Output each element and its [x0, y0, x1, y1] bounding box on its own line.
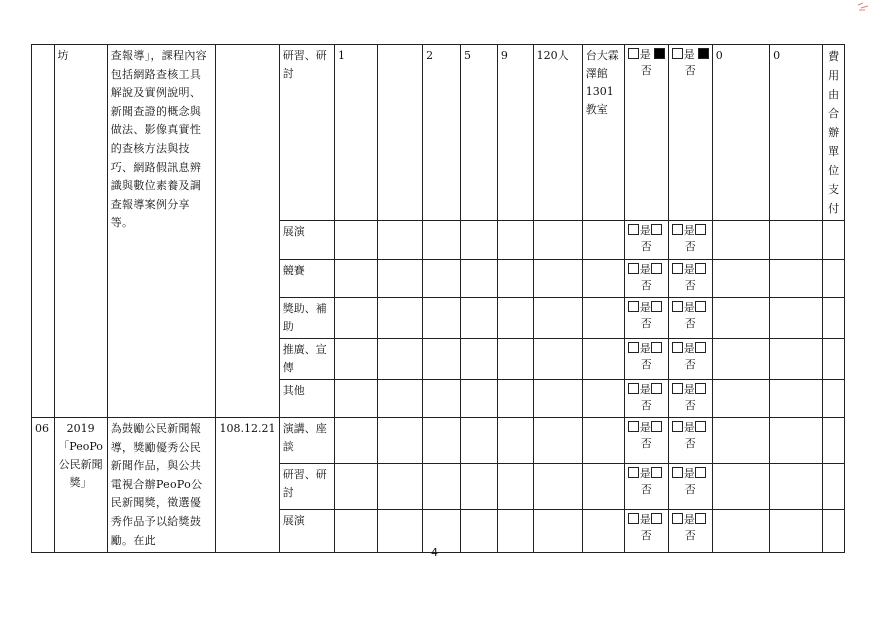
yes-label: 是: [683, 263, 695, 276]
activity-type: 獎助、補助: [279, 298, 334, 339]
checkbox-unchecked-icon: [672, 513, 683, 524]
checkbox-cell: [624, 45, 668, 221]
checkbox-unchecked-icon: [695, 263, 706, 274]
checkbox-cell: [668, 339, 712, 380]
checkbox-unchecked-icon: [695, 383, 706, 394]
count-cell: [378, 45, 423, 221]
checkbox-checked-icon: [654, 48, 665, 59]
yes-label: 是: [639, 383, 651, 396]
note-char: 位: [828, 164, 840, 177]
no-label: 否: [684, 240, 696, 253]
note-char: 辦: [828, 126, 840, 139]
activity-type: 競賽: [279, 260, 334, 298]
no-cell: [32, 45, 55, 418]
checkbox-unchecked-icon: [651, 224, 662, 235]
note-char: 合: [828, 107, 840, 120]
yes-label: 是: [639, 467, 651, 481]
checkbox-cell: [624, 464, 668, 510]
checkbox-unchecked-icon: [695, 421, 706, 432]
checkbox-unchecked-icon: [628, 513, 639, 524]
table-row: [32, 418, 845, 464]
no-cell: 06: [32, 418, 55, 553]
checkbox-unchecked-icon: [628, 467, 639, 478]
checkbox-unchecked-icon: [672, 383, 683, 394]
no-label: 否: [640, 240, 652, 253]
no-label: 否: [684, 437, 696, 450]
event-name-cell: 坊: [54, 45, 107, 418]
no-label: 否: [684, 64, 696, 77]
checkbox-cell: [668, 380, 712, 418]
note-char: 由: [828, 88, 840, 101]
checkbox-unchecked-icon: [672, 263, 683, 274]
no-label: 否: [684, 358, 696, 371]
checkbox-unchecked-icon: [628, 263, 639, 274]
yes-label: 是: [683, 301, 695, 314]
note-char: 付: [828, 202, 840, 215]
yes-label: 是: [683, 421, 695, 434]
checkbox-unchecked-icon: [628, 301, 639, 312]
checkbox-unchecked-icon: [651, 383, 662, 394]
people-cell: 120人: [533, 45, 582, 221]
no-label: 否: [640, 399, 652, 412]
note-char: 單: [828, 145, 840, 158]
checkbox-unchecked-icon: [695, 301, 706, 312]
checkbox-unchecked-icon: [672, 467, 683, 478]
no-label: 否: [684, 279, 696, 292]
checkbox-unchecked-icon: [695, 513, 706, 524]
checkbox-unchecked-icon: [628, 342, 639, 353]
checkbox-unchecked-icon: [672, 224, 683, 235]
location-cell: 台大霖澤館1301教室: [582, 45, 624, 221]
description-cell: 查報導」，課程內容包括網路查核工具解說及實例說明、新聞查證的概念與做法、影像真實性的查核方法與技巧、網路假訊息辨識與數位素養及調查報導案例分享等。: [107, 45, 216, 418]
no-label: 否: [640, 437, 652, 450]
yes-label: 是: [683, 513, 695, 527]
yes-label: 是: [639, 224, 651, 237]
description-cell: 為鼓勵公民新聞報導，獎勵優秀公民新聞作品，與公共電視合辦PeoPo公民新聞獎，徵選優秀作品予以給獎鼓勵。在此: [107, 418, 216, 553]
activity-type: 演講、座談: [279, 418, 334, 464]
checkbox-cell: [668, 464, 712, 510]
yes-label: 是: [639, 342, 651, 355]
checkbox-unchecked-icon: [651, 342, 662, 353]
yes-label: 是: [639, 513, 651, 527]
no-label: 否: [684, 529, 696, 543]
checkbox-cell: [668, 298, 712, 339]
checkbox-cell: [624, 339, 668, 380]
checkbox-cell: [668, 418, 712, 464]
yes-label: 是: [683, 467, 695, 481]
checkbox-unchecked-icon: [695, 342, 706, 353]
checkbox-unchecked-icon: [651, 467, 662, 478]
note-char: 支: [828, 183, 840, 196]
checkbox-cell: [624, 221, 668, 260]
checkbox-unchecked-icon: [651, 301, 662, 312]
checkbox-unchecked-icon: [628, 383, 639, 394]
activity-table: [31, 44, 845, 553]
checkbox-cell: [668, 45, 712, 221]
no-label: 否: [640, 317, 652, 330]
yes-label: 是: [683, 342, 695, 355]
count-cell: 0: [712, 45, 769, 221]
checkbox-unchecked-icon: [672, 48, 683, 59]
checkbox-checked-icon: [698, 48, 709, 59]
checkbox-cell: [624, 298, 668, 339]
checkbox-unchecked-icon: [672, 342, 683, 353]
checkbox-cell: [624, 510, 668, 553]
checkbox-cell: [668, 221, 712, 260]
checkbox-unchecked-icon: [651, 421, 662, 432]
activity-type: 研習、研討: [279, 464, 334, 510]
checkbox-unchecked-icon: [651, 513, 662, 524]
yes-label: 是: [683, 383, 695, 396]
yes-label: 是: [639, 421, 651, 434]
checkbox-unchecked-icon: [695, 224, 706, 235]
checkbox-cell: [624, 260, 668, 298]
yes-label: 是: [639, 263, 651, 276]
note-char: 費: [828, 50, 840, 63]
yes-label: 是: [683, 224, 695, 237]
yes-label: 是: [683, 48, 695, 61]
no-label: 否: [640, 64, 652, 77]
no-label: 否: [684, 317, 696, 330]
no-label: 否: [640, 358, 652, 371]
yes-label: 是: [639, 48, 651, 61]
checkbox-unchecked-icon: [672, 301, 683, 312]
count-cell: 0: [770, 45, 823, 221]
count-cell: 5: [460, 45, 497, 221]
date-cell: 108.12.21: [216, 418, 279, 553]
note-cell: [823, 45, 845, 221]
yes-label: 是: [639, 301, 651, 314]
checkbox-cell: [668, 510, 712, 553]
activity-type: 推廣、宣傳: [279, 339, 334, 380]
count-cell: 2: [423, 45, 461, 221]
no-label: 否: [640, 529, 652, 543]
table-row: [32, 45, 845, 221]
checkbox-unchecked-icon: [672, 421, 683, 432]
activity-type: 其他: [279, 380, 334, 418]
checkbox-cell: [624, 418, 668, 464]
date-cell: [216, 45, 279, 418]
checkbox-unchecked-icon: [628, 421, 639, 432]
page-number: 4: [431, 546, 438, 559]
count-cell: 1: [335, 45, 378, 221]
checkbox-cell: [668, 260, 712, 298]
no-label: 否: [684, 399, 696, 412]
activity-type: 展演: [279, 510, 334, 553]
no-label: 否: [640, 483, 652, 497]
note-char: 用: [828, 69, 840, 82]
checkbox-unchecked-icon: [628, 224, 639, 235]
checkbox-unchecked-icon: [628, 48, 639, 59]
activity-type: 研習、研討: [279, 45, 334, 221]
count-cell: 9: [497, 45, 533, 221]
activity-type: 展演: [279, 221, 334, 260]
no-label: 否: [640, 279, 652, 292]
checkbox-unchecked-icon: [695, 467, 706, 478]
event-name-cell: 2019「PeoPo公民新聞獎」: [54, 418, 107, 553]
checkbox-unchecked-icon: [651, 263, 662, 274]
no-label: 否: [684, 483, 696, 497]
scan-mark-icon: [856, 2, 870, 12]
checkbox-cell: [624, 380, 668, 418]
